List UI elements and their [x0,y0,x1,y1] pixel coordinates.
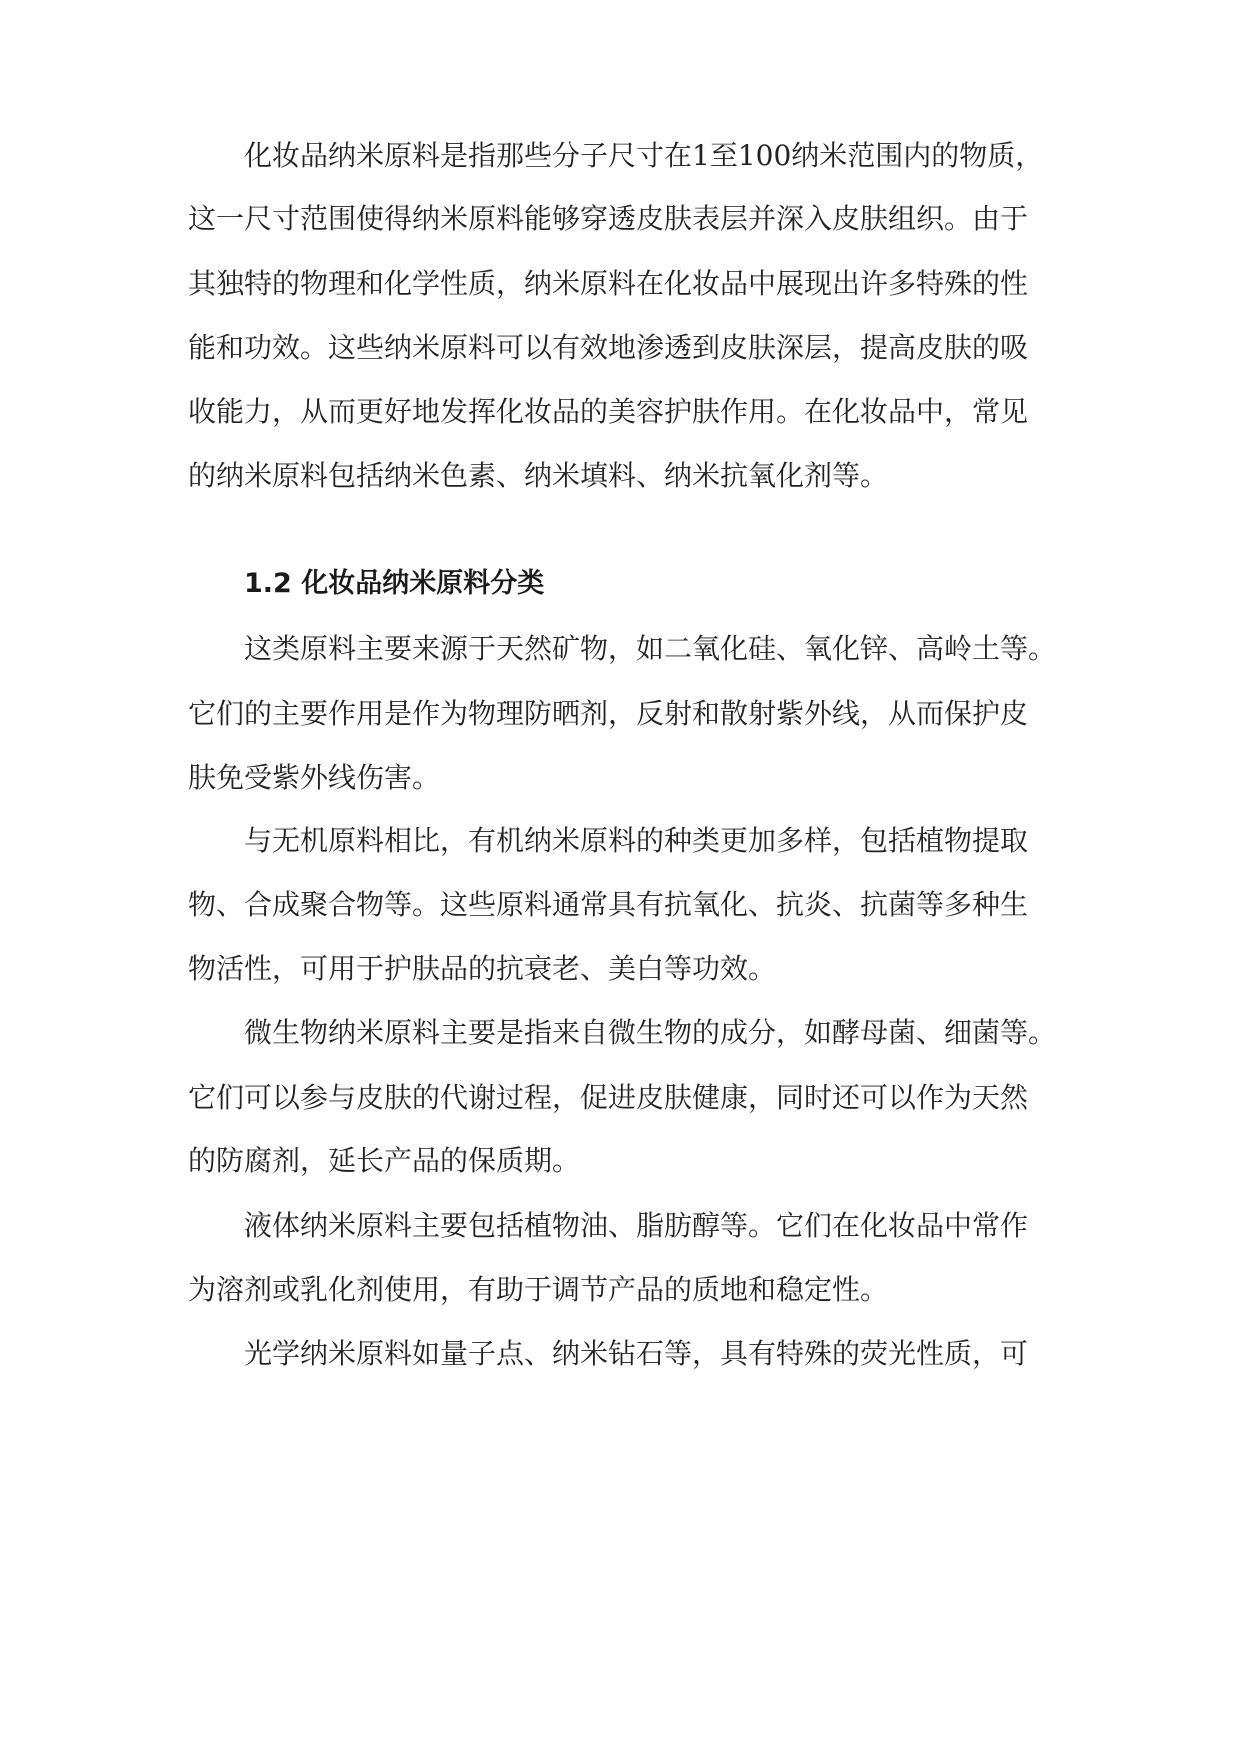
paragraph-2-line-2: 它们的主要作用是作为物理防晒剂，反射和散射紫外线，从而保护皮 [188,697,1029,730]
paragraph-4-line-1: 微生物纳米原料主要是指来自微生物的成分，如酵母菌、细菌等。 [244,1016,1057,1049]
paragraph-4-line-3: 的防腐剂，延长产品的保质期。 [188,1144,581,1177]
paragraph-2-line-1: 这类原料主要来源于天然矿物，如二氧化硅、氧化锌、高岭土等。 [244,632,1057,665]
paragraph-6-line-1: 光学纳米原料如量子点、纳米钻石等，具有特殊的荧光性质，可 [244,1337,1029,1370]
paragraph-3-line-3: 物活性，可用于护肤品的抗衰老、美白等功效。 [188,952,777,985]
paragraph-3-line-1: 与无机原料相比，有机纳米原料的种类更加多样，包括植物提取 [244,824,1029,857]
paragraph-4-line-2: 它们可以参与皮肤的代谢过程，促进皮肤健康，同时还可以作为天然 [188,1081,1029,1114]
paragraph-1-line-6: 的纳米原料包括纳米色素、纳米填料、纳米抗氧化剂等。 [188,459,889,492]
paragraph-5-line-2: 为溶剂或乳化剂使用，有助于调节产品的质地和稳定性。 [188,1273,889,1306]
paragraph-1-line-4: 能和功效。这些纳米原料可以有效地渗透到皮肤深层，提高皮肤的吸 [188,331,1029,364]
section-heading: 1.2 化妆品纳米原料分类 [244,568,545,599]
paragraph-1-line-1: 化妆品纳米原料是指那些分子尺寸在1至100纳米范围内的物质， [244,139,1044,172]
paragraph-1-line-5: 收能力，从而更好地发挥化妆品的美容护肤作用。在化妆品中，常见 [188,395,1029,428]
paragraph-2-line-3: 肤免受紫外线伤害。 [188,761,441,794]
paragraph-1-line-2: 这一尺寸范围使得纳米原料能够穿透皮肤表层并深入皮肤组织。由于 [188,202,1029,235]
paragraph-1-line-3: 其独特的物理和化学性质，纳米原料在化妆品中展现出许多特殊的性 [188,267,1029,300]
paragraph-5-line-1: 液体纳米原料主要包括植物油、脂肪醇等。它们在化妆品中常作 [244,1209,1029,1242]
paragraph-3-line-2: 物、合成聚合物等。这些原料通常具有抗氧化、抗炎、抗菌等多种生 [188,888,1029,921]
